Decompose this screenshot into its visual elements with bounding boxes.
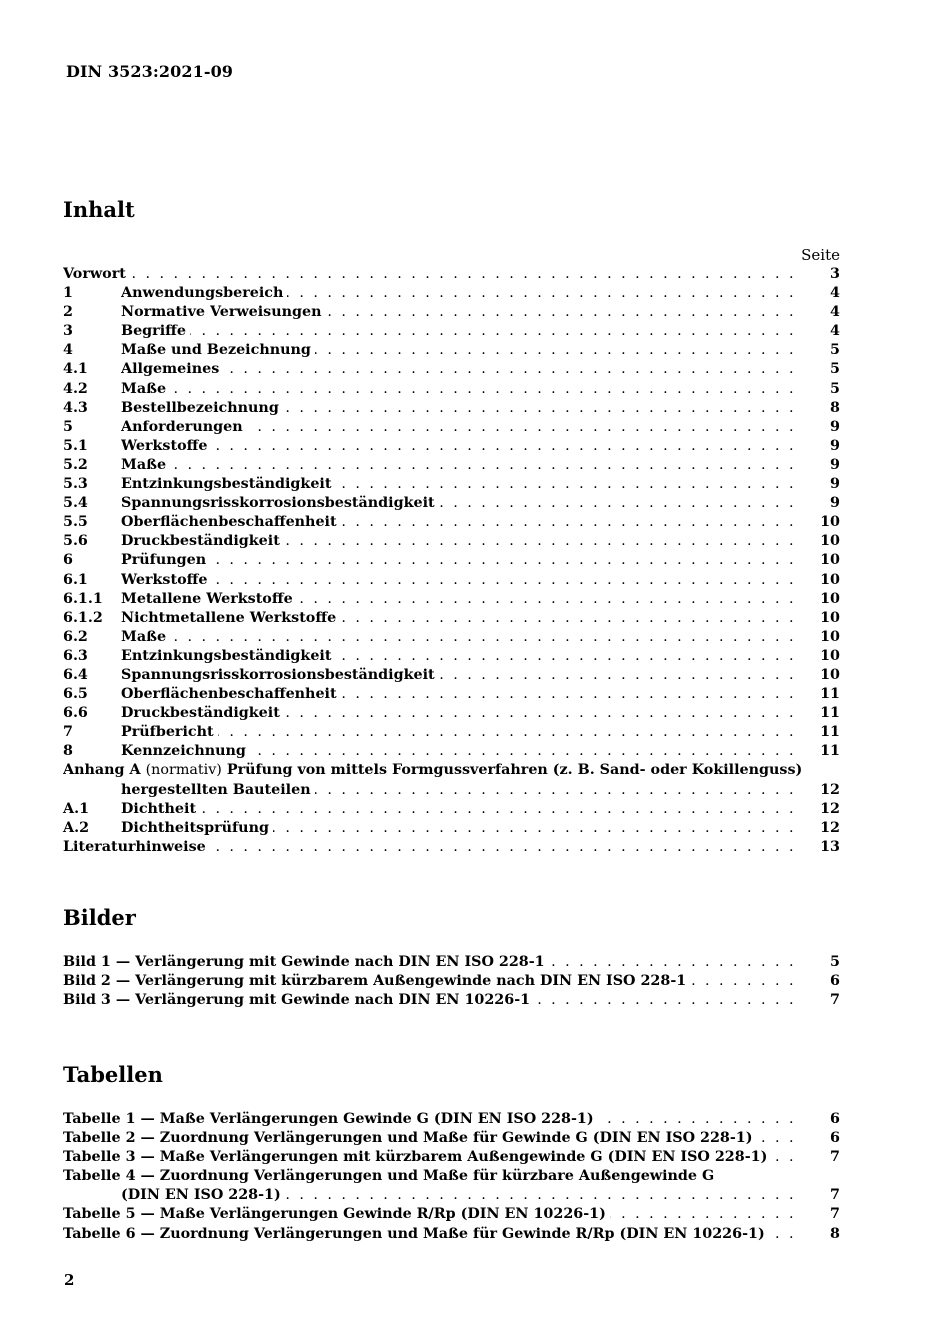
table-entry[interactable] [63, 1148, 840, 1167]
table-entry-title: Tabelle 2 — Zuordnung Verlängerungen und Maße für Gewinde G (DIN EN ISO 228-1) [63, 1130, 757, 1146]
table-entry-title: Tabelle 1 — Maße Verlängerungen Gewinde G (DIN EN ISO 228-1) [63, 1111, 598, 1127]
toc-entry-page: 10 [820, 609, 840, 626]
table-entry-title: Tabelle 6 — Zuordnung Verlängerungen und Maße für Gewinde R/Rp (DIN EN 10226-1) [63, 1226, 769, 1242]
toc-entry-number: 6.6 [63, 705, 88, 722]
toc-entry-title: Entzinkungsbeständigkeit [121, 648, 335, 664]
toc-entry-page: 10 [820, 552, 840, 569]
toc-entry-page: 9 [830, 456, 840, 473]
toc-entry-number: 4.3 [63, 399, 88, 416]
toc-entry-page: 10 [820, 571, 840, 588]
toc-entry-number: 6.3 [63, 647, 88, 664]
annex-title-line1: Prüfung von mittels Formgussverfahren (z. B. Sand- oder Kokillenguss) [226, 762, 803, 779]
toc-entry-page: 9 [830, 495, 840, 512]
toc-entry[interactable] [63, 685, 840, 704]
page-column-label: Seite [801, 246, 840, 264]
toc-annex-entry[interactable] [63, 761, 840, 780]
toc-entry-number: 6.5 [63, 686, 88, 703]
toc-entry-number: 3 [63, 323, 73, 340]
toc-entry[interactable] [63, 418, 840, 437]
table-entry[interactable] [63, 1225, 840, 1244]
table-entry-title: Tabelle 3 — Maße Verlängerungen mit kürzbarem Außengewinde G (DIN EN ISO 228-1) [63, 1149, 771, 1165]
table-entry-page: 7 [830, 1149, 840, 1166]
toc-entry[interactable] [63, 437, 840, 456]
toc-entry[interactable] [63, 303, 840, 322]
toc-entry-page: 8 [830, 399, 840, 416]
toc-entry-title: Druckbeständigkeit [121, 533, 284, 549]
toc-entry-title: Maße [121, 457, 170, 473]
document-id: DIN 3523:2021-09 [66, 62, 234, 81]
toc-entry-number: 5.4 [63, 495, 88, 512]
toc-entry[interactable] [63, 628, 840, 647]
toc-entry-page: 4 [830, 285, 840, 302]
toc-entry-page: 9 [830, 476, 840, 493]
toc-entry-page: 5 [830, 380, 840, 397]
page-number: 2 [64, 1271, 75, 1289]
toc-entry-title: Maße [121, 629, 170, 645]
toc-entry-page: 9 [830, 437, 840, 454]
table-entry-page: 7 [830, 1187, 840, 1204]
toc-entry-number: 1 [63, 285, 73, 302]
annex-label: Anhang A [63, 762, 141, 779]
contents-heading: Inhalt [63, 197, 135, 222]
toc-entry-number: 5 [63, 418, 73, 435]
toc-entry-page: 3 [830, 266, 840, 282]
toc-entry-title: Oberflächenbeschaffenheit [121, 514, 341, 530]
toc-entry[interactable] [63, 704, 840, 723]
toc-entry-number: 4.1 [63, 361, 88, 378]
toc-entry-title: Metallene Werkstoffe [121, 591, 297, 607]
toc-entry-number: 6.1 [63, 571, 88, 588]
toc-entry-page: 9 [830, 418, 840, 435]
figure-entry-page: 5 [830, 954, 840, 970]
toc-entry-title: Maße [121, 381, 170, 397]
toc-entry[interactable] [63, 494, 840, 513]
list-of-tables [63, 1110, 840, 1244]
table-entry-continued[interactable] [63, 1186, 840, 1205]
toc-entry-page: 4 [830, 323, 840, 340]
figure-entry[interactable] [63, 972, 840, 991]
toc-entry-title: Spannungsrisskorrosionsbeständigkeit [121, 667, 439, 683]
toc-entry-number: 5.6 [63, 533, 88, 550]
figure-entry-title: Bild 3 — Verlängerung mit Gewinde nach DIN EN 10226-1 [63, 992, 534, 1008]
toc-entry-page: 5 [830, 361, 840, 378]
toc-entry[interactable] [63, 647, 840, 666]
toc-entry-page: 11 [820, 705, 840, 722]
figure-entry-page: 7 [830, 992, 840, 1009]
toc-entry-number: 6.1.1 [63, 590, 103, 607]
toc-entry-title: Prüfungen [121, 552, 210, 568]
toc-entry-title: Maße und Bezeichnung [121, 342, 315, 358]
toc-entry[interactable] [63, 322, 840, 341]
table-entry-page: 7 [830, 1206, 840, 1223]
toc-entry-title: Allgemeines [121, 361, 223, 377]
toc-entry[interactable] [63, 571, 840, 590]
toc-annex-entry-continued[interactable] [63, 781, 840, 800]
table-entry-page: 8 [830, 1225, 840, 1242]
toc-entry-title: Vorwort [63, 266, 130, 282]
table-entry-title-line2: (DIN EN ISO 228-1) [121, 1187, 285, 1203]
toc-entry-number: 5.1 [63, 437, 88, 454]
figure-entry-page: 6 [830, 973, 840, 990]
toc-entry-page: 10 [820, 647, 840, 664]
annex-title-line2: hergestellten Bauteilen [121, 782, 315, 798]
figure-entry[interactable] [63, 991, 840, 1010]
toc-entry-page: 10 [820, 628, 840, 645]
table-entry[interactable] [63, 1205, 840, 1224]
toc-entry-number: 8 [63, 743, 73, 760]
toc-entry[interactable] [63, 513, 840, 532]
toc-entry[interactable] [63, 723, 840, 742]
table-entry[interactable] [63, 1167, 840, 1186]
toc-entry[interactable] [63, 590, 840, 609]
toc-entry[interactable] [63, 819, 840, 838]
toc-entry-title: Oberflächenbeschaffenheit [121, 686, 341, 702]
toc-entry-number: 6.4 [63, 666, 88, 683]
figures-heading: Bilder [63, 905, 136, 930]
table-entry-title-line1: Tabelle 4 — Zuordnung Verlängerungen und Maße für kürzbare Außengewinde G [63, 1168, 718, 1184]
toc-entry-bibliography[interactable] [63, 838, 840, 857]
tables-heading: Tabellen [63, 1062, 163, 1087]
toc-entry-number: 6.1.2 [63, 609, 103, 626]
table-entry[interactable] [63, 1129, 840, 1148]
toc-entry-title: Werkstoffe [121, 438, 211, 454]
toc-entry[interactable] [63, 265, 840, 284]
toc-entry[interactable] [63, 360, 840, 379]
toc-entry-page: 11 [820, 686, 840, 703]
toc-entry[interactable] [63, 341, 840, 360]
toc-entry[interactable] [63, 475, 840, 494]
toc-entry-number: 7 [63, 724, 73, 741]
toc-entry-page: 12 [820, 781, 840, 798]
toc-entry-page: 5 [830, 342, 840, 359]
toc-entry-number: A.2 [63, 819, 90, 836]
toc-entry-number: 6 [63, 552, 73, 569]
toc-entry-page: 10 [820, 666, 840, 683]
annex-type: (normativ) [145, 762, 222, 779]
toc-entry-number: 4 [63, 342, 73, 359]
toc-entry-title: Dichtheitsprüfung [121, 820, 273, 836]
toc-entry-title: Werkstoffe [121, 572, 211, 588]
table-entry-title: Tabelle 5 — Maße Verlängerungen Gewinde R/Rp (DIN EN 10226-1) [63, 1206, 610, 1222]
toc-entry[interactable] [63, 551, 840, 570]
toc-entry[interactable] [63, 284, 840, 303]
toc-entry-page: 11 [820, 724, 840, 741]
toc-entry[interactable] [63, 609, 840, 628]
toc-entry-title: Dichtheit [121, 801, 200, 817]
toc-entry[interactable] [63, 456, 840, 475]
figure-entry-title: Bild 1 — Verlängerung mit Gewinde nach DIN EN ISO 228-1 [63, 954, 549, 970]
toc-entry-number: A.1 [63, 800, 90, 817]
toc-entry-page: 4 [830, 304, 840, 321]
toc-entry-title: Bestellbezeichnung [121, 400, 283, 416]
figure-entry[interactable] [63, 953, 840, 972]
toc-entry-title: Anwendungsbereich [121, 285, 287, 301]
toc-entry-page: 10 [820, 514, 840, 531]
toc-entry-page: 11 [820, 743, 840, 760]
toc-entry-title: Druckbeständigkeit [121, 705, 284, 721]
toc-entry-page: 12 [820, 800, 840, 817]
toc-entry-title: Anforderungen [121, 419, 247, 435]
toc-entry[interactable] [63, 666, 840, 685]
toc-entry[interactable] [63, 399, 840, 418]
list-of-figures [63, 953, 840, 1010]
toc-entry-title: Prüfbericht [121, 724, 218, 740]
table-entry-page: 6 [830, 1111, 840, 1127]
toc-entry[interactable] [63, 380, 840, 399]
table-entry[interactable] [63, 1110, 840, 1129]
toc-entry-title: Literaturhinweise [63, 839, 210, 855]
figure-entry-title: Bild 2 — Verlängerung mit kürzbarem Außengewinde nach DIN EN ISO 228-1 [63, 973, 690, 989]
toc-entry-page: 13 [820, 838, 840, 855]
toc-entry-page: 12 [820, 819, 840, 836]
toc-entry-title: Entzinkungsbeständigkeit [121, 476, 335, 492]
toc-entry[interactable] [63, 800, 840, 819]
toc-entry-number: 5.5 [63, 514, 88, 531]
toc-entry-title: Begriffe [121, 323, 190, 339]
table-entry-page: 6 [830, 1130, 840, 1147]
table-of-contents [63, 265, 840, 857]
toc-entry-number: 4.2 [63, 380, 88, 397]
toc-entry-number: 5.3 [63, 476, 88, 493]
toc-entry-title: Normative Verweisungen [121, 304, 326, 320]
toc-entry-title: Spannungsrisskorrosionsbeständigkeit [121, 495, 439, 511]
toc-entry-title: Nichtmetallene Werkstoffe [121, 610, 340, 626]
toc-entry-title: Kennzeichnung [121, 743, 250, 759]
toc-entry[interactable] [63, 742, 840, 761]
toc-entry[interactable] [63, 532, 840, 551]
toc-entry-page: 10 [820, 590, 840, 607]
toc-entry-page: 10 [820, 533, 840, 550]
toc-entry-number: 6.2 [63, 628, 88, 645]
toc-entry-number: 5.2 [63, 456, 88, 473]
toc-entry-number: 2 [63, 304, 73, 321]
